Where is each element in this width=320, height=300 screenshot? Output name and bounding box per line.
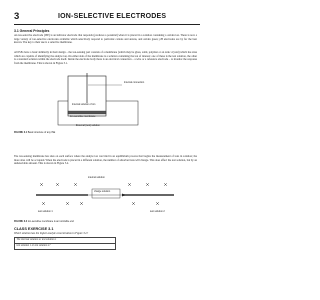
- label-charge-solution: charge solution: [94, 190, 111, 193]
- figure1-caption: [14, 131, 55, 134]
- label-external-solution: External (test) solution: [76, 124, 100, 127]
- exercise-answer-table: [14, 237, 116, 250]
- class-exercise: [14, 227, 197, 250]
- ions-lower-right: [132, 202, 159, 205]
- label-membrane: Ion-sensitive membrane: [70, 115, 96, 118]
- figure2-caption-tag: FIGURE 3.2: [14, 220, 28, 223]
- figure2-caption-text: Ion-sensitive membrane is an ionizable end: [27, 220, 74, 223]
- exercise-row-2: test solution 1 or test solution 2?: [16, 243, 51, 247]
- section-heading: 3.1 General Principles: [14, 29, 50, 33]
- figure2-caption: [14, 220, 74, 223]
- chapter-title: ION-SELECTIVE ELECTRODES: [58, 13, 167, 20]
- figure-membrane-exchange: [22, 175, 190, 217]
- figure1-caption-tag: FIGURE 3.1: [14, 131, 28, 134]
- label-internal-solution: Internal solution of ion: [72, 103, 96, 106]
- exercise-row-1: The internal solution or test solution 1: [15, 238, 115, 244]
- paragraph-membrane-sites: The ion-sensing membrane has sites on each surface where the analyte ion can bind in an equilibrium process that begins the measurement of ions in solution; the more sites will be occupied. When the electrode is placed in a different solution, the number of adsorbed ions will change. This does affect the test solution, but by an undetectable amount. This is shown in Figure 3.2.: [14, 155, 197, 166]
- membrane-band: [68, 111, 106, 114]
- label-test-solution-1: test solution 1: [38, 210, 53, 213]
- paragraph-design: All ISEs have a basic similarity in their design – the ion-sensing part consists of a membrane (which may be glass, solid, polymer or an ionic crystal) which has sites which are capable of identifying the analyte ion. On either side of the membrane is a solution containing the ion of interest: one of these is the test solution, the other is a standard solution within the electrode itself. Inside the electrode body there is an electrical connection – a wire or a reference electrode – to monitor the response from the membrane. This is shown in Figure 3.1.: [14, 51, 197, 65]
- figure1-caption-text: Basic structure of any ISE: [27, 131, 56, 134]
- membrane-strip-left: [36, 194, 88, 196]
- label-test-solution-2: test solution 2: [150, 210, 165, 213]
- arrow-head: [122, 194, 125, 197]
- figure-ise-structure: [40, 73, 160, 129]
- exercise-title: CLASS EXERCISE 3.1: [14, 227, 54, 231]
- chapter-number: 3: [14, 11, 20, 22]
- ions-upper-left: [40, 183, 77, 186]
- label-internal-solution-2: internal solution: [88, 176, 105, 179]
- chapter-header: [14, 11, 200, 25]
- exercise-question: Which solution has the higher analyte concentration in Figure 3.2?: [14, 232, 89, 235]
- label-internal-connection: Internal connection: [124, 81, 145, 84]
- paragraph-intro: An ion-selective electrode (ISE) is an indicator electrode that responds (produces a potential) when it is placed in a solution containing a certain ion. There is now a large variety of ion-selective electrodes available which selectively respond to particular cations and anions, and certain gases; pH electrodes are by far the best known. The key to their use is a selective membrane.: [14, 34, 197, 45]
- ions-upper-right: [128, 183, 167, 186]
- membrane-strip-right: [122, 194, 174, 196]
- ions-lower-left: [42, 202, 83, 205]
